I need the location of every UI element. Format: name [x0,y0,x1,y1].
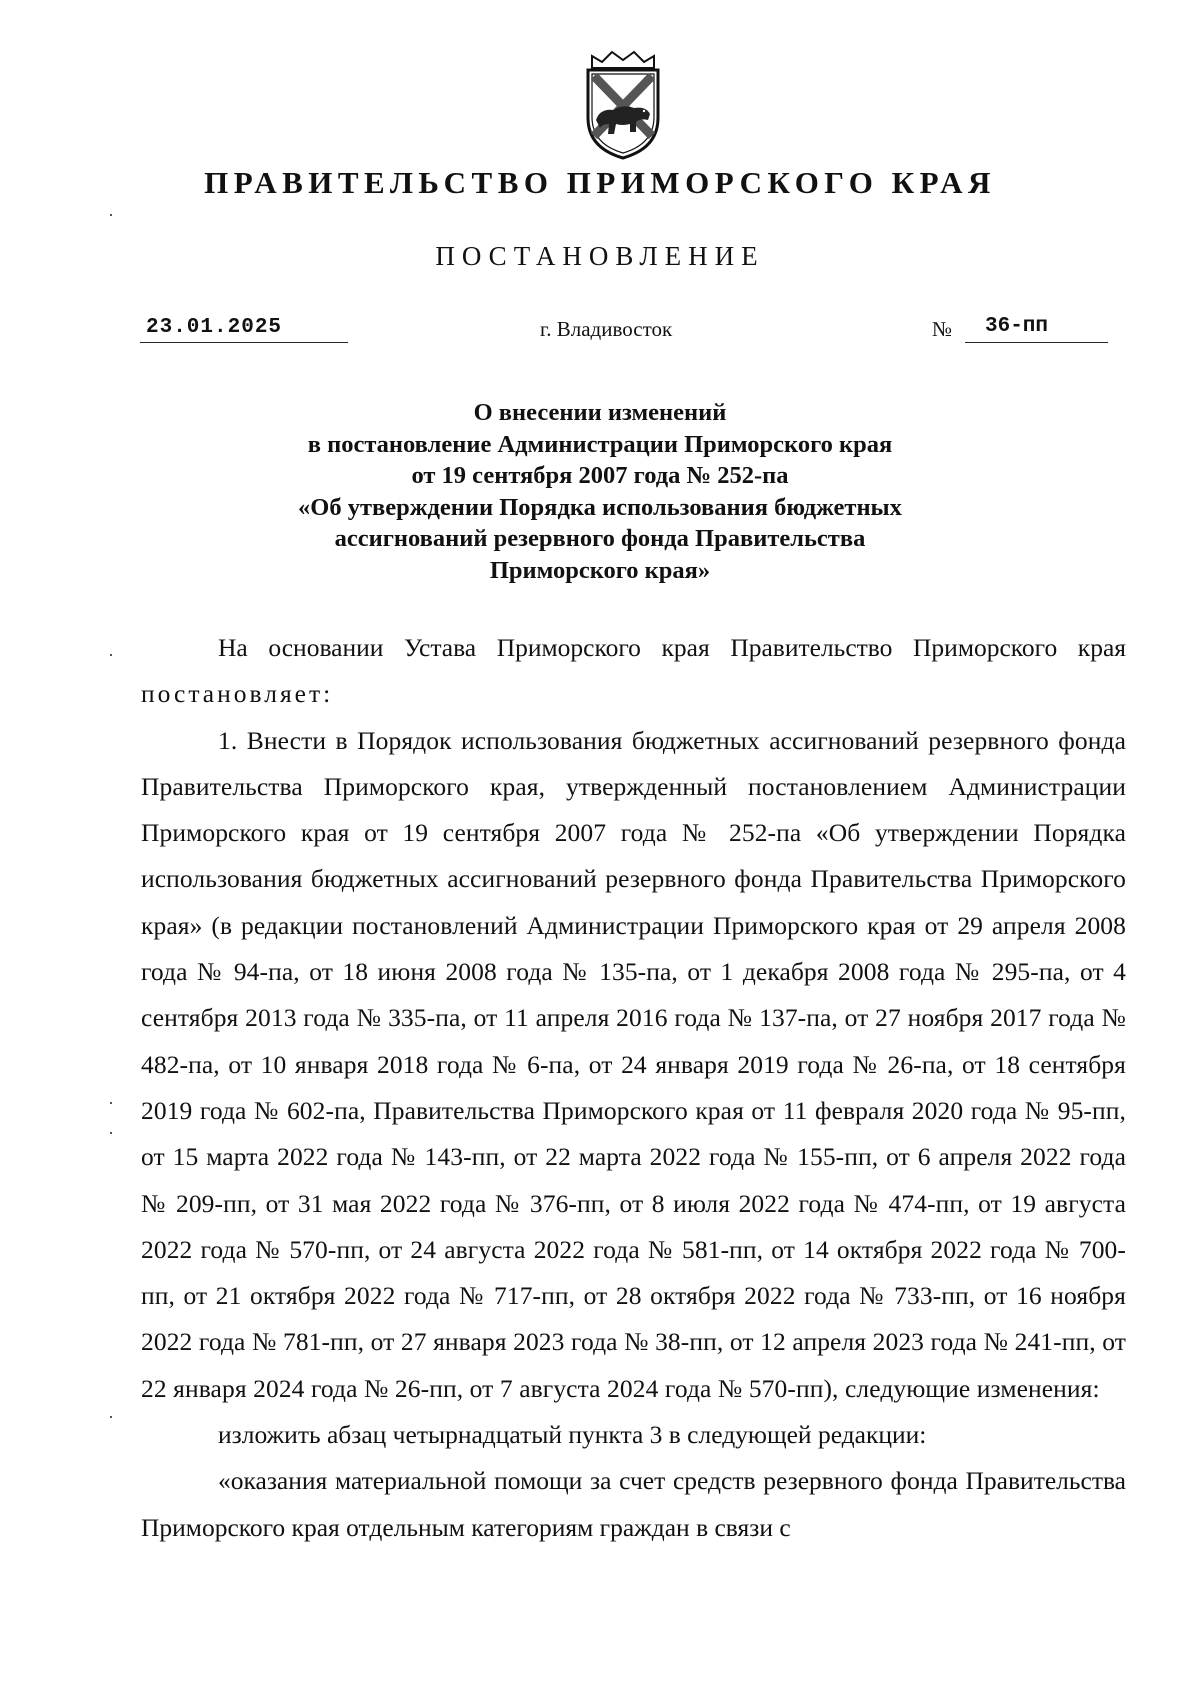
scan-speck [110,214,112,216]
heading-line: в постановление Администрации Приморского края [307,430,893,458]
document-city: г. Владивосток [540,317,673,341]
scan-speck [110,1132,112,1134]
paragraph-basis [141,625,1126,718]
heading-line: «Об утверждении Порядка использования бюджетных [298,493,902,521]
decree-word: постановляет: [141,679,334,709]
coat-of-arms-icon [578,48,668,163]
document-date: 23.01.2025 [146,316,283,339]
document-type: ПОСТАНОВЛЕНИЕ [435,241,765,271]
paragraph-basis-text: На основании Устава Приморского края Правительство Приморского края [218,633,1126,662]
paragraph-amendment-intro: изложить абзац четырнадцатый пункта 3 в следующей редакции: [218,1420,927,1450]
number-sign: № [932,317,953,341]
heading-line: ассигнований резервного фонда Правительства [334,525,866,553]
organization-title: ПРАВИТЕЛЬСТВО ПРИМОРСКОГО КРАЯ [204,165,996,200]
paragraph-amendment-text: «оказания материальной помощи за счет средств резервного фонда Правительства Приморского края отдельным категориям граждан в связи с [141,1466,1126,1542]
paragraph-item-1: 1. Внести в Порядок использования бюджетных ассигнований резервного фонда Правительства Приморского края, утвержденный постановлением Администрации Приморского края от 19 сентября 2007 года № 252-па «Об утверждении Порядка использования бюджетных ассигнований резервного фонда Правительства Приморского края» (в редакции постановлений Администрации Приморского края от 29 апреля 2008 года № 94-па, от 18 июня 2008 года № 135-па, от 1 декабря 2008 года № 295-па, от 4 сентября 2013 года № 335-па, от 11 апреля 2016 года № 137-па, от 27 ноября 2017 года № 482-па, от 10 января 2018 года № 6-па, от 24 января 2019 года № 26-па, от 18 сентября 2019 года № 602-па, Правительства Приморского края от 11 февраля 2020 года № 95-пп, от 15 марта 2022 года № 143-пп, от 22 марта 2022 года № 155-пп, от 6 апреля 2022 года № 209-пп, от 31 мая 2022 года № 376-пп, от 8 июля 2022 года № 474-пп, от 19 августа 2022 года № 570-пп, от 24 августа 2022 года № 581-пп, от 14 октября 2022 года № 700-пп, от 21 октября 2022 года № 717-пп, от 28 октября 2022 года № 733-пп, от 16 ноября 2022 года № 781-пп, от 27 января 2023 года № 38-пп, от 12 апреля 2023 года № 241-пп, от 22 января 2024 года № 26-пп, от 7 августа 2024 года № 570-пп), следующие изменения: [141,725,1126,1403]
number-underline [965,342,1108,343]
heading-line: О внесении изменений [473,399,727,426]
scan-speck [110,654,112,656]
document-number: 36-пп [985,315,1049,338]
scan-speck [110,1102,112,1104]
document-body [141,625,1126,1551]
heading-line: Приморского края» [489,556,711,584]
heading-line: от 19 сентября 2007 года № 252-па [411,462,789,490]
document-heading [160,397,1040,587]
scan-speck [110,1416,112,1418]
date-underline [140,342,348,343]
